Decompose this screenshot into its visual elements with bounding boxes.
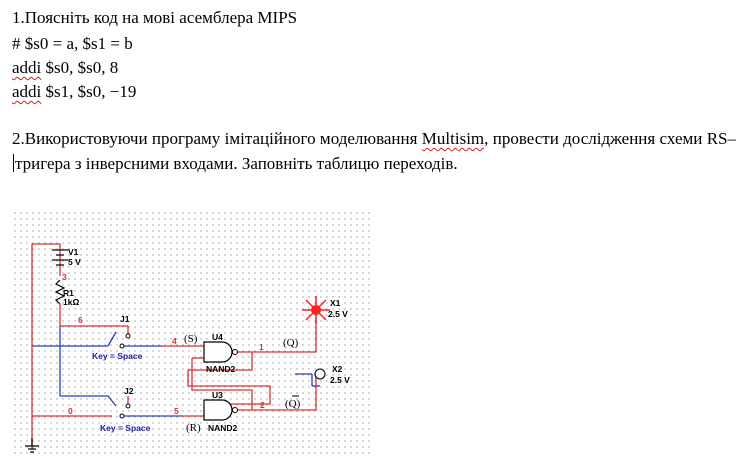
node-2: 2	[260, 400, 265, 410]
u4-type: NAND2	[206, 364, 236, 374]
s-label: (S)	[184, 333, 198, 345]
v1-label: V1	[68, 247, 79, 257]
j1-label: J1	[120, 314, 130, 324]
lamp-x1-icon	[302, 296, 330, 324]
text-cursor	[13, 154, 14, 172]
node-0: 0	[68, 406, 73, 416]
task2-text-3: тригера з інверсними входами. Заповніть таблицю переходів.	[15, 154, 458, 173]
task1-code-line-2	[12, 82, 136, 102]
q-label: (Q)	[283, 337, 299, 349]
qbar-label: (Q)	[285, 398, 301, 410]
lamp-x2-icon	[315, 369, 325, 379]
node-5: 5	[174, 406, 179, 416]
dash: –	[727, 129, 736, 148]
v1-value: 5 V	[68, 257, 81, 267]
code-args-2: $s1, $s0, −19	[41, 82, 137, 101]
j1-key: Key = Space	[92, 351, 143, 361]
j2-label: J2	[124, 386, 134, 396]
rs-trigger-circuit	[12, 210, 372, 456]
task1-comment: # $s0 = a, $s1 = b	[12, 34, 133, 53]
task2-text-2: , провести дослідження схеми RS	[484, 129, 728, 148]
x1-label: X1	[330, 298, 341, 308]
r1-label: R1	[63, 288, 74, 298]
u3-label: U3	[212, 390, 223, 400]
node-6: 6	[78, 315, 83, 325]
node-3: 3	[62, 272, 67, 282]
x2-label: X2	[332, 364, 343, 374]
u3-type: NAND2	[208, 423, 238, 433]
addi-keyword: addi	[12, 58, 42, 77]
r-label: (R)	[186, 422, 201, 434]
node-1: 1	[259, 342, 264, 352]
x1-value: 2.5 V	[328, 309, 348, 319]
task2-paragraph	[12, 126, 736, 176]
x2-value: 2.5 V	[330, 375, 350, 385]
u4-label: U4	[212, 332, 223, 342]
addi-keyword: addi	[12, 82, 42, 101]
node-4: 4	[172, 336, 177, 346]
r1-value: 1kΩ	[63, 297, 80, 307]
task2-text-1: 2.Використовуючи програму імітаційного моделювання	[12, 129, 422, 148]
code-args-1: $s0, $s0, 8	[41, 58, 119, 77]
task1-code-line-1	[12, 58, 118, 78]
j2-key: Key = Space	[100, 423, 151, 433]
task1-title: 1.Поясніть код на мові асемблера MIPS	[12, 8, 298, 27]
multisim-word: Multisim	[421, 129, 485, 148]
